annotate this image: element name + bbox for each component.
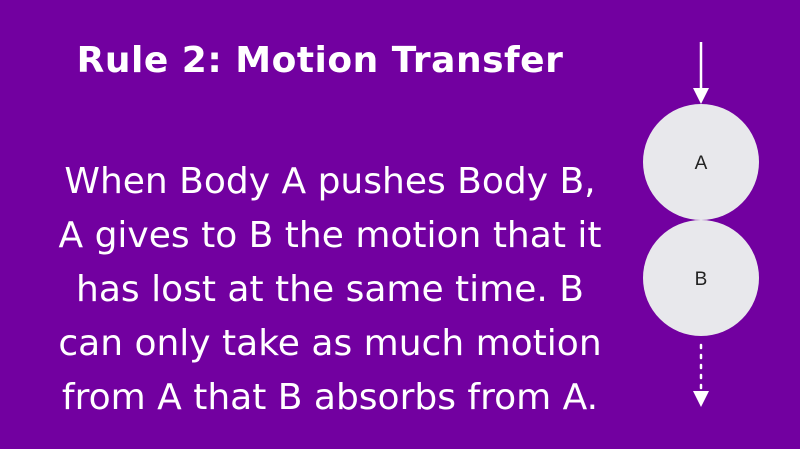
body-line: from A that B absorbs from A. <box>61 377 599 418</box>
slide-body <box>20 155 640 425</box>
ball-a <box>643 104 759 220</box>
ball-b-label: B <box>694 269 708 290</box>
body-line: When Body A pushes Body B, <box>64 161 596 202</box>
body-line: can only take as much motion <box>58 323 602 364</box>
motion-transfer-diagram <box>630 0 780 449</box>
ball-b <box>643 220 759 336</box>
body-line: has lost at the same time. B <box>76 269 584 310</box>
down-arrow-icon <box>693 42 709 104</box>
dotted-down-arrow-icon <box>693 345 709 407</box>
slide-title: Rule 2: Motion Transfer <box>76 40 564 81</box>
body-line: A gives to B the motion that it <box>58 215 602 256</box>
ball-a-label: A <box>694 153 708 174</box>
